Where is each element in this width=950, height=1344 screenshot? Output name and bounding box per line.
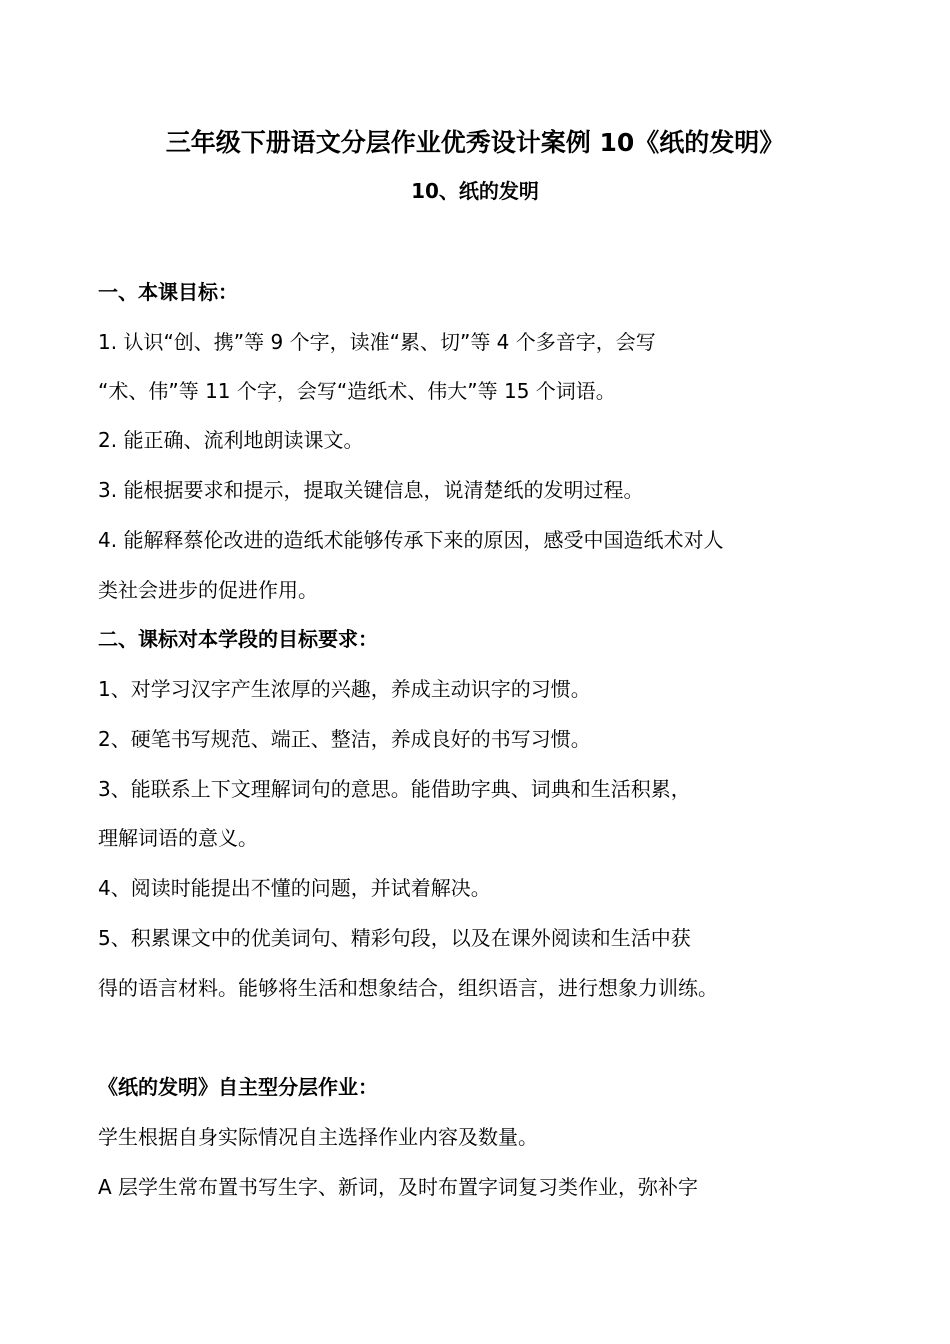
goal-line: 3. 能根据要求和提示，提取关键信息，说清楚纸的发明过程。	[98, 478, 644, 502]
goal-line: 2. 能正确、流利地朗读课文。	[98, 428, 364, 452]
homework-line: A 层学生常布置书写生字、新词，及时布置字词复习类作业，弥补字	[98, 1175, 699, 1199]
standard-line: 1、对学习汉字产生浓厚的兴趣，养成主动识字的习惯。	[98, 677, 591, 701]
document-title: 三年级下册语文分层作业优秀设计案例 10《纸的发明》	[165, 128, 785, 157]
homework-line: 学生根据自身实际情况自主选择作业内容及数量。	[98, 1125, 538, 1149]
document-subtitle: 10、纸的发明	[411, 179, 539, 203]
standard-line: 3、能联系上下文理解词句的意思。能借助字典、词典和生活积累，	[98, 777, 691, 801]
goal-line: 4. 能解释蔡伦改进的造纸术能够传承下来的原因，感受中国造纸术对人	[98, 528, 724, 552]
section-heading-goals: 一、本课目标：	[98, 280, 238, 304]
standard-line: 得的语言材料。能够将生活和想象结合，组织语言，进行想象力训练。	[98, 976, 718, 1000]
standard-line: 2、硬笔书写规范、端正、整洁，养成良好的书写习惯。	[98, 727, 591, 751]
section-heading-homework: 《纸的发明》自主型分层作业：	[98, 1075, 378, 1099]
standard-line: 5、积累课文中的优美词句、精彩句段，以及在课外阅读和生活中获	[98, 926, 691, 950]
goal-line: “术、伟”等 11 个字，会写“造纸术、伟大”等 15 个词语。	[98, 379, 616, 403]
section-heading-standards: 二、课标对本学段的目标要求：	[98, 627, 378, 651]
standard-line: 4、阅读时能提出不懂的问题，并试着解决。	[98, 876, 491, 900]
goal-line: 1. 认识“创、携”等 9 个字，读准“累、切”等 4 个多音字，会写	[98, 330, 656, 354]
standard-line: 理解词语的意义。	[98, 826, 258, 850]
goal-line: 类社会进步的促进作用。	[98, 578, 318, 602]
